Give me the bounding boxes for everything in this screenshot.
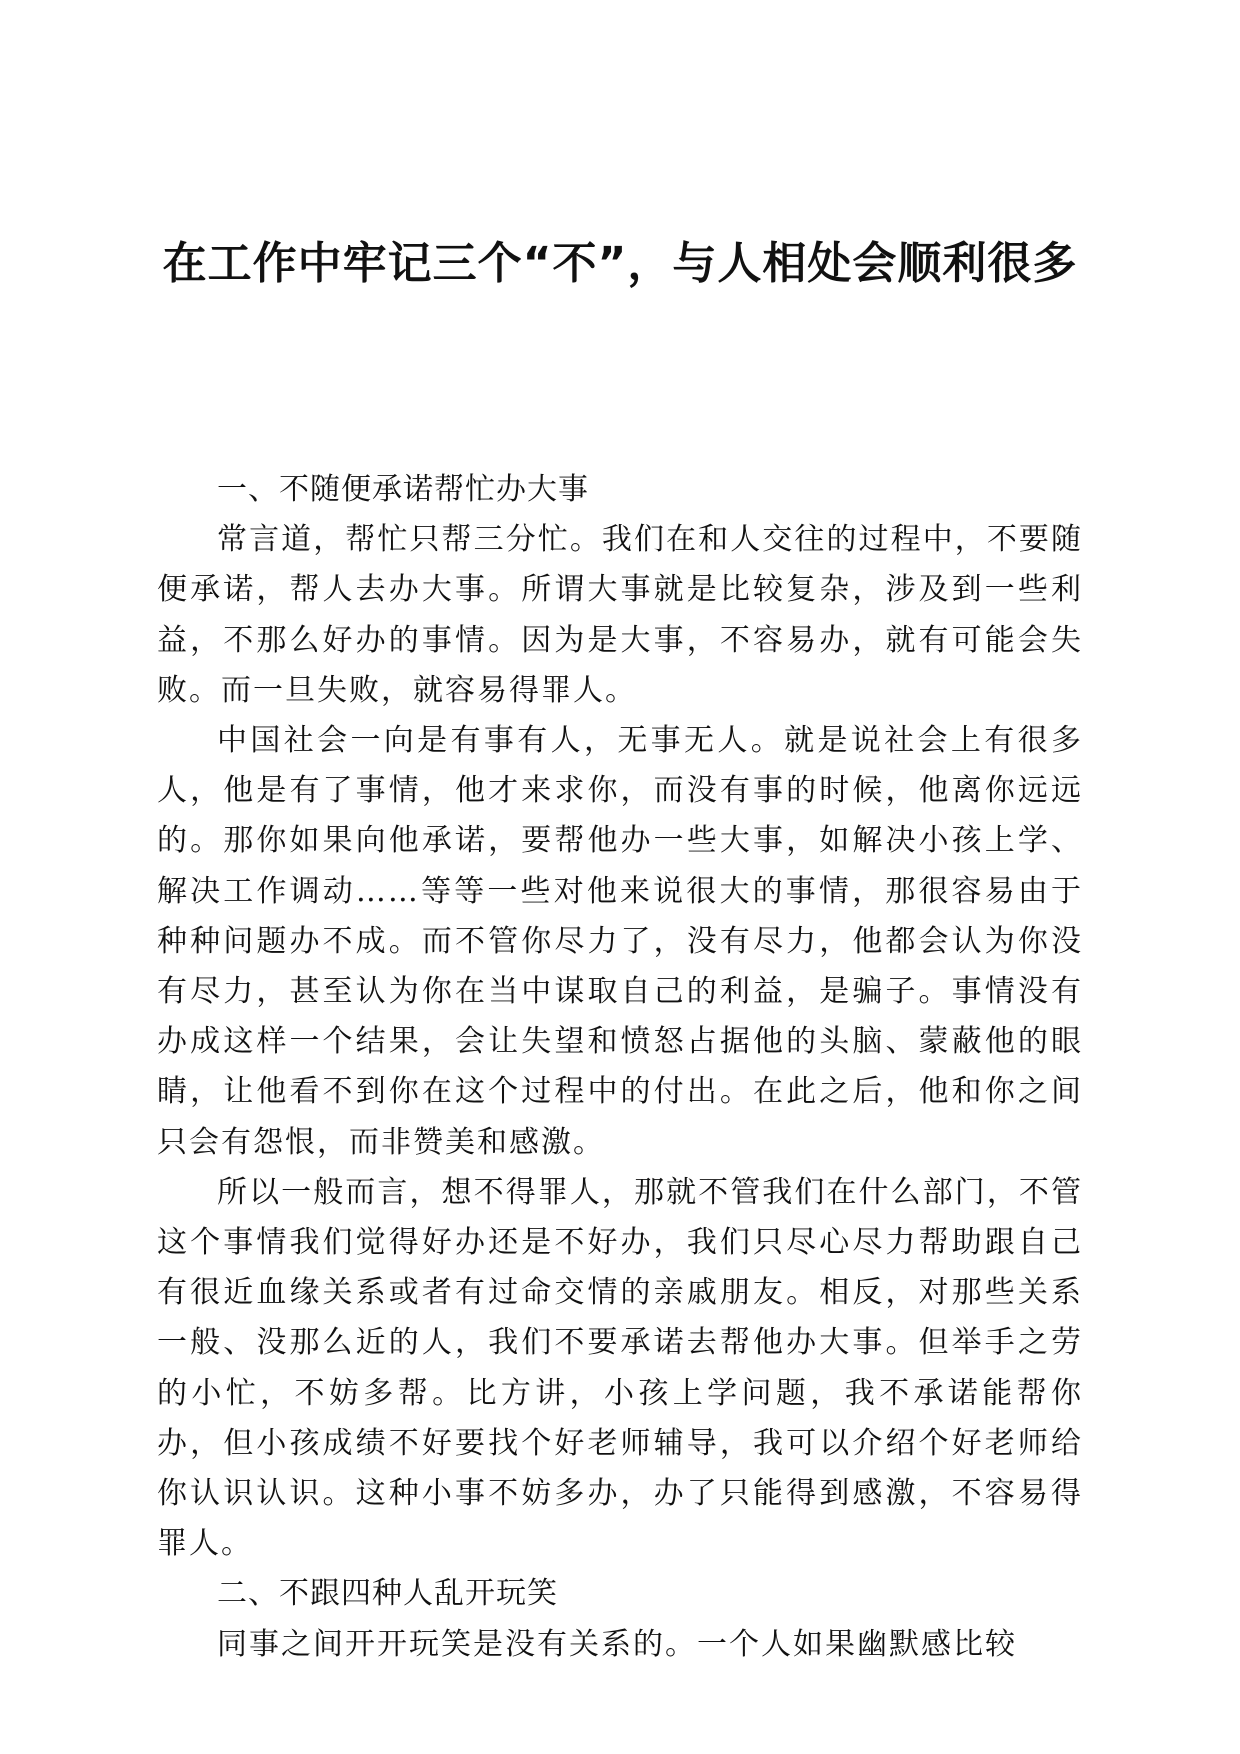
paragraph: 同事之间开开玩笑是没有关系的。一个人如果幽默感比较: [217, 1626, 1017, 1662]
section-2: [157, 1569, 1083, 1669]
document-body: [157, 465, 1083, 1670]
section-heading: 一、不随便承诺帮忙办大事: [217, 472, 589, 507]
document-title: 在工作中牢记三个“不”，与人相处会顺利很多: [162, 238, 1078, 289]
paragraph: 所以一般而言，想不得罪人，那就不管我们在什么部门，不管这个事情我们觉得好办还是不好办，我们只尽心尽力帮助跟自己有很近血缘关系或者有过命交情的亲戚朋友。相反，对那些关系一般、没那么近的人，我们不要承诺去帮他办大事。但举手之劳的小忙，不妨多帮。比方讲，小孩上学问题，我不承诺能帮你办，但小孩成绩不好要找个好老师辅导，我可以介绍个好老师给你认识认识。这种小事不妨多办，办了只能得到感激，不容易得罪人。: [157, 1174, 1083, 1562]
section-heading: 二、不跟四种人乱开玩笑: [217, 1576, 558, 1612]
paragraph: 中国社会一向是有事有人，无事无人。就是说社会上有很多人，他是有了事情，他才来求你，而没有事的时候，他离你远远的。那你如果向他承诺，要帮他办一些大事，如解决小孩上学、解决工作调动……等等一些对他来说很大的事情，那很容易由于种种问题办不成。而不管你尽力了，没有尽力，他都会认为你没有尽力，甚至认为你在当中谋取自己的利益，是骗子。事情没有办成这样一个结果，会让失望和愤怒占据他的头脑、蒙蔽他的眼睛，让他看不到你在这个过程中的付出。在此之后，他和你之间只会有怨恨，而非赞美和感激。: [157, 723, 1083, 1160]
paragraph: 常言道，帮忙只帮三分忙。我们在和人交往的过程中，不要随便承诺，帮人去办大事。所谓大事就是比较复杂，涉及到一些利益，不那么好办的事情。因为是大事，不容易办，就有可能会失败。而一旦失败，就容易得罪人。: [157, 522, 1083, 708]
section-1: [157, 465, 1083, 1569]
